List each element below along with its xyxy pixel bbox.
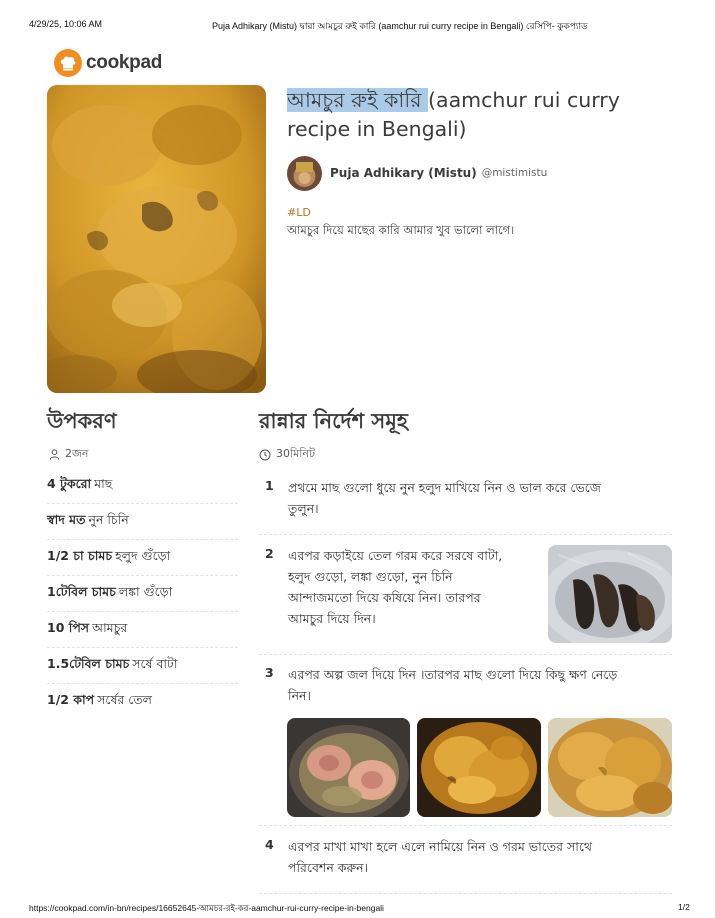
step-text-line: আমচুর দিয়ে দিন। (288, 611, 376, 626)
ingredient-list (47, 468, 238, 720)
recipe-title-rest: (aamchur rui curry recipe in Bengali) (287, 88, 620, 141)
step-text (288, 664, 617, 706)
ingredient-qty: 10 পিস (47, 619, 90, 635)
step-text (288, 836, 592, 878)
servings (49, 445, 88, 464)
ingredient-qty: 1/2 কাপ (47, 692, 95, 707)
avatar[interactable] (287, 156, 322, 191)
print-date: 4/29/25, 10:06 AM (29, 19, 103, 29)
ingredient-qty: 1.5টেবিল চামচ (47, 655, 130, 671)
author-handle: @mistimistu (481, 167, 548, 179)
divider (259, 825, 672, 826)
ingredient-qty: 1/2 চা চামচ (47, 547, 113, 563)
ingredient-name: সর্ষের তেল (97, 692, 152, 707)
ingredient-name: নুন চিনি (88, 511, 129, 527)
ingredient-item (47, 540, 238, 576)
recipe-title-highlight: আমচুর রুই কারি (287, 88, 429, 112)
ingredient-name: সর্ষে বাটা (132, 655, 178, 671)
recipe-hero-image (47, 85, 266, 393)
step-text-line: এরপর মাখা মাখা হলে এলে নামিয়ে নিন ও গরম ভাতের সাথে (288, 839, 592, 854)
cookpad-logo[interactable] (54, 49, 162, 77)
step-text-line: এরপর কড়াইয়ে তেল গরম করে সরষে বাটা, (288, 548, 503, 563)
chef-hat-icon (54, 49, 82, 77)
step-text-line: প্রথমে মাছ গুলো ধুয়ে নুন হলুদ মাখিয়ে নিন ও ভাল করে ভেজে (288, 480, 601, 495)
step-photo[interactable] (548, 545, 672, 643)
step-text-line: পরিবেশন করুন। (288, 860, 369, 875)
step-text-line: হলুদ গুড়ো, লঙ্কা গুড়ো, নুন চিনি (288, 569, 453, 584)
step-item (259, 664, 672, 826)
ingredient-item (47, 576, 238, 612)
person-icon (49, 449, 60, 460)
ingredient-name: হলুদ গুঁড়ো (115, 547, 171, 563)
step-number: 2 (265, 546, 274, 561)
author-name[interactable]: Puja Adhikary (Mistu) (330, 166, 477, 180)
divider (259, 654, 672, 655)
print-page-title: Puja Adhikary (Mistu) দ্বারা আমচুর রুই কারি (aamchur rui curry recipe in Bengali) রেসিপি- কুকপ্যাড (212, 21, 588, 31)
step-item (259, 477, 672, 535)
step-text-line: নিন। (288, 688, 311, 703)
brand-wordmark: cookpad (86, 52, 163, 73)
clock-icon (259, 449, 271, 461)
recipe-description: আমচুর দিয়ে মাছের কারি আমার খুব ভালো লাগে। (287, 223, 515, 237)
ingredient-qty: স্বাদ মত (47, 511, 86, 527)
ingredient-item (47, 648, 238, 684)
step-text-line: তুলুন। (288, 501, 319, 516)
author-row[interactable] (287, 155, 547, 191)
step-photo[interactable] (287, 718, 410, 817)
step-item (259, 836, 672, 894)
step-item (259, 545, 672, 655)
step-text-line: এরপর অল্প জল দিয়ে দিন ।তারপর মাছ গুলো দিয়ে কিছু ক্ষণ নেড়ে (288, 667, 618, 682)
servings-value: 2জন (65, 447, 89, 460)
ingredients-heading: উপকরণ (47, 409, 117, 433)
ingredient-item (47, 612, 238, 648)
recipe-title (287, 86, 687, 144)
step-number: 3 (265, 665, 274, 680)
cook-time (259, 445, 315, 464)
step-number: 4 (265, 837, 274, 852)
ingredient-item (47, 504, 238, 540)
print-url: https://cookpad.com/in-bn/recipes/16652645-আমচর-রই-কর-aamchur-rui-curry-recipe-in-bengali (29, 903, 384, 913)
ingredient-qty: 4 টুকরো (47, 475, 92, 491)
steps-heading: রান্নার নির্দেশ সমূহ (259, 409, 408, 433)
print-page-number: 1/2 (678, 902, 690, 912)
print-header (0, 19, 715, 33)
ingredient-item (47, 468, 238, 504)
ingredient-name: আমচুর (92, 619, 128, 635)
step-text (288, 545, 538, 629)
step-photo[interactable] (417, 718, 541, 817)
step-photo[interactable] (548, 718, 672, 817)
step-text (288, 477, 601, 519)
recipe-tag[interactable]: #LD (287, 206, 311, 219)
ingredient-qty: 1টেবিল চামচ (47, 583, 116, 599)
divider (259, 893, 672, 894)
ingredient-name: মাছ (94, 475, 113, 491)
step-number: 1 (265, 478, 274, 493)
ingredient-name: লঙ্কা গুঁড়ো (118, 583, 173, 599)
ingredient-item (47, 684, 238, 720)
cook-time-value: 30মিনিট (276, 447, 315, 460)
divider (259, 534, 672, 535)
step-text-line: আন্দাজমতো দিয়ে কষিয়ে নিন। তারপর (288, 590, 481, 605)
